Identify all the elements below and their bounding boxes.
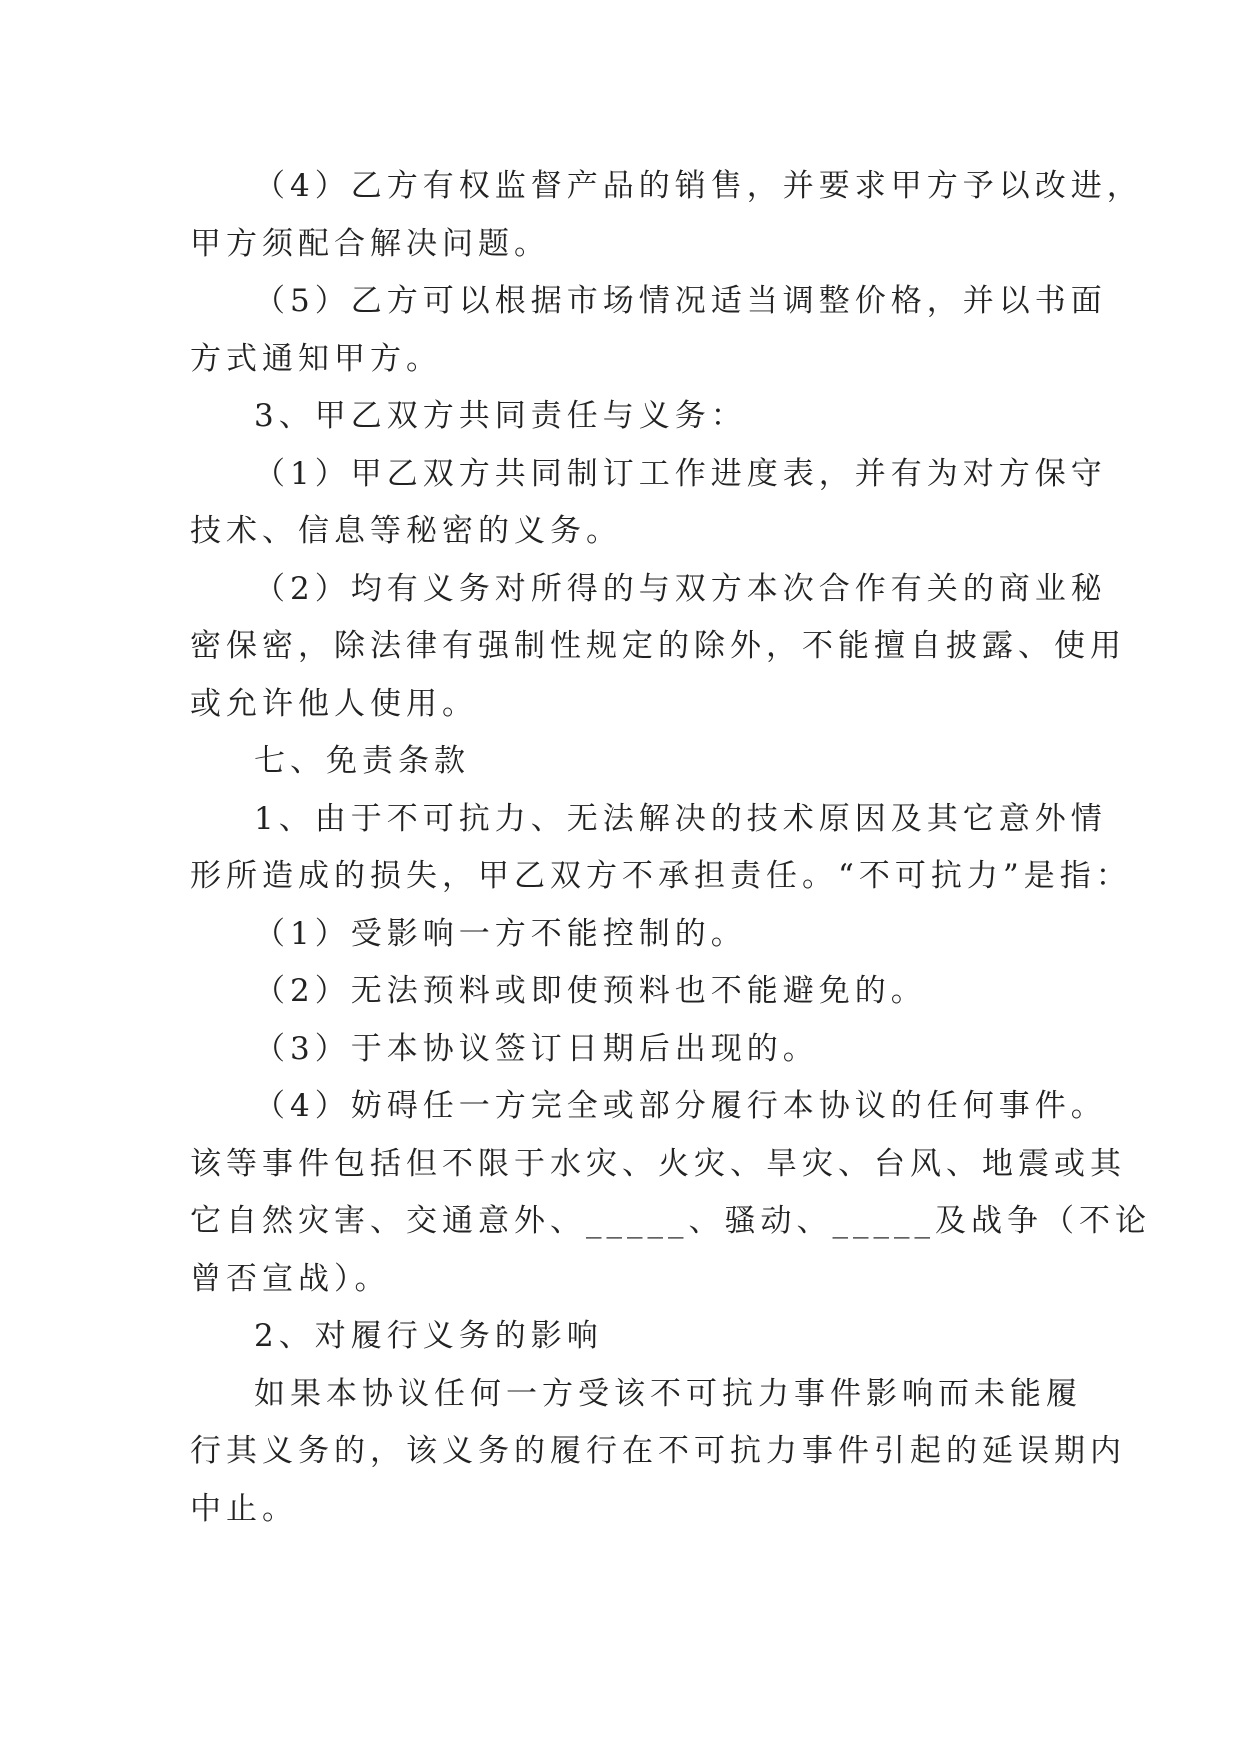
- text-line: 2、对履行义务的影响: [254, 1318, 603, 1354]
- text-line: （2）均有义务对所得的与双方本次合作有关的商业秘: [254, 571, 1107, 607]
- text-line: （1）甲乙双方共同制订工作进度表，并有为对方保守: [254, 456, 1107, 492]
- text-line: 中止。: [190, 1491, 298, 1527]
- text-line: （1）受影响一方不能控制的。: [254, 916, 747, 952]
- text-line: 形所造成的损失，甲乙双方不承担责任。“不可抗力”是指：: [190, 858, 1132, 894]
- document-page: [190, 0, 1151, 1754]
- text-line: （4）乙方有权监督产品的销售，并要求甲方予以改进，: [254, 168, 1143, 204]
- text-line: 方式通知甲方。: [190, 341, 442, 377]
- text-line: （3）于本协议签订日期后出现的。: [254, 1031, 819, 1067]
- text-line: 1、由于不可抗力、无法解决的技术原因及其它意外情: [254, 801, 1107, 837]
- text-line: （5）乙方可以根据市场情况适当调整价格，并以书面: [254, 283, 1107, 319]
- text-line: 甲方须配合解决问题。: [190, 226, 550, 262]
- text-line: 如果本协议任何一方受该不可抗力事件影响而未能履: [254, 1376, 1082, 1412]
- text-line: 曾否宣战）。: [190, 1261, 391, 1297]
- text-line: 该等事件包括但不限于水灾、火灾、旱灾、台风、地震或其: [190, 1146, 1126, 1182]
- text-line: 密保密，除法律有强制性规定的除外，不能擅自披露、使用: [190, 628, 1126, 664]
- section-heading: 七、免责条款: [254, 743, 470, 779]
- text-line: 或允许他人使用。: [190, 686, 478, 722]
- text-line: 行其义务的，该义务的履行在不可抗力事件引起的延误期内: [190, 1433, 1126, 1469]
- text-line: 技术、信息等秘密的义务。: [190, 513, 622, 549]
- text-line: 3、甲乙双方共同责任与义务：: [254, 398, 747, 434]
- text-line: （2）无法预料或即使预料也不能避免的。: [254, 973, 927, 1009]
- text-line: （4）妨碍任一方完全或部分履行本协议的任何事件。: [254, 1088, 1107, 1124]
- text-line: 它自然灾害、交通意外、_____、骚动、_____及战争（不论: [190, 1203, 1151, 1239]
